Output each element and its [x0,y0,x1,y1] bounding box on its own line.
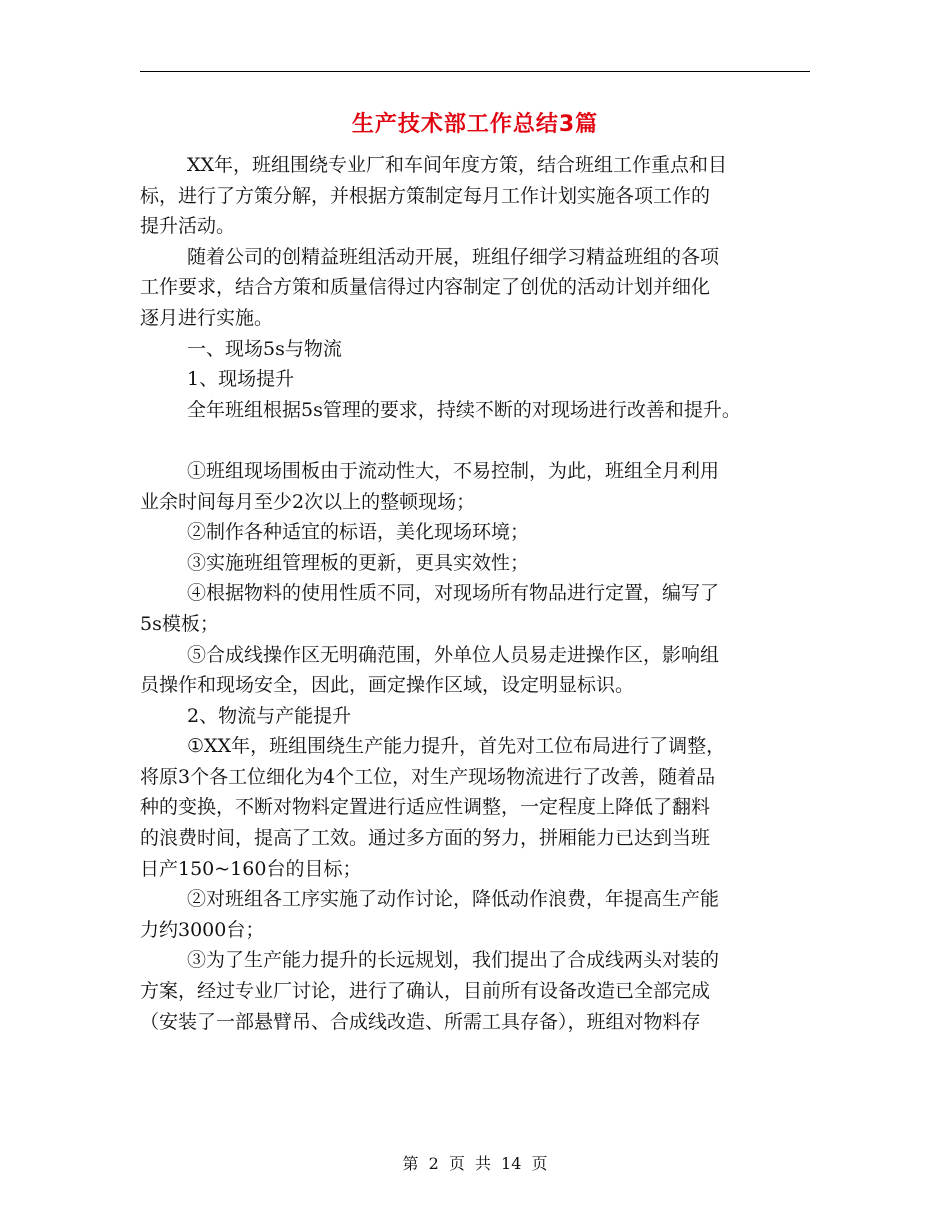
list-item-line: ③为了生产能力提升的长远规划，我们提出了合成线两头对装的 [187,949,720,972]
paragraph-line: XX年，班组围绕专业厂和车间年度方策，结合班组工作重点和目 [187,154,728,176]
list-item-line: 日产150~160台的目标； [140,857,362,880]
page-number: 第 2 页 共 14 页 [402,1154,548,1173]
paragraph-line: 工作要求，结合方策和质量信得过内容制定了创优的活动计划并细化 [140,276,711,299]
list-item-line: 力约3000台； [140,918,265,941]
subsection-heading: 2、物流与产能提升 [187,704,352,727]
list-item-line: ①XX年，班组围绕生产能力提升，首先对工位布局进行了调整， [187,735,726,758]
list-item-line: ④根据物料的使用性质不同，对现场所有物品进行定置，编写了 [187,582,720,605]
list-item-line: 5s模板； [140,612,219,635]
document-title: 生产技术部工作总结3篇 [351,112,599,137]
section-heading: 一、现场5s与物流 [187,337,342,360]
list-item-line: ⑤合成线操作区无明确范围，外单位人员易走进操作区，影响组 [187,643,720,666]
list-item-line: ③实施班组管理板的更新，更具实效性； [187,551,530,574]
paragraph-line: 全年班组根据5s管理的要求，持续不断的对现场进行改善和提升。 [187,398,741,421]
list-item-line: ②制作各种适宜的标语，美化现场环境； [187,521,530,544]
list-item-line: 员操作和现场安全，因此，画定操作区域，设定明显标识。 [140,674,635,697]
list-item-line: 方案，经过专业厂讨论，进行了确认，目前所有设备改造已全部完成 [140,980,711,1003]
list-item-line: 业余时间每月至少2次以上的整顿现场； [140,490,476,513]
list-item-line: 种的变换，不断对物料定置进行适应性调整，一定程度上降低了翻料 [140,796,711,819]
list-item-line: ①班组现场围板由于流动性大，不易控制，为此，班组全月利用 [187,459,720,482]
subsection-heading: 1、现场提升 [187,368,295,391]
paragraph-line: 提升活动。 [140,215,236,238]
list-item-line: ②对班组各工序实施了动作讨论，降低动作浪费，年提高生产能 [187,888,720,911]
document-body [140,150,820,1037]
header-rule [140,71,810,72]
list-item-line: 将原3个各工位细化为4个工位，对生产现场物流进行了改善，随着品 [140,765,716,788]
paragraph-line: 随着公司的创精益班组活动开展，班组仔细学习精益班组的各项 [187,245,720,268]
blank-line [140,425,820,456]
paragraph-line: 逐月进行实施。 [140,306,274,329]
paragraph-line: 标，进行了方策分解，并根据方策制定每月工作计划实施各项工作的 [140,184,711,207]
list-item-line: 的浪费时间，提高了工效。通过多方面的努力，拼厢能力已达到当班 [140,827,711,850]
list-item-line: （安装了一部悬臂吊、合成线改造、所需工具存备），班组对物料存 [140,1010,701,1033]
